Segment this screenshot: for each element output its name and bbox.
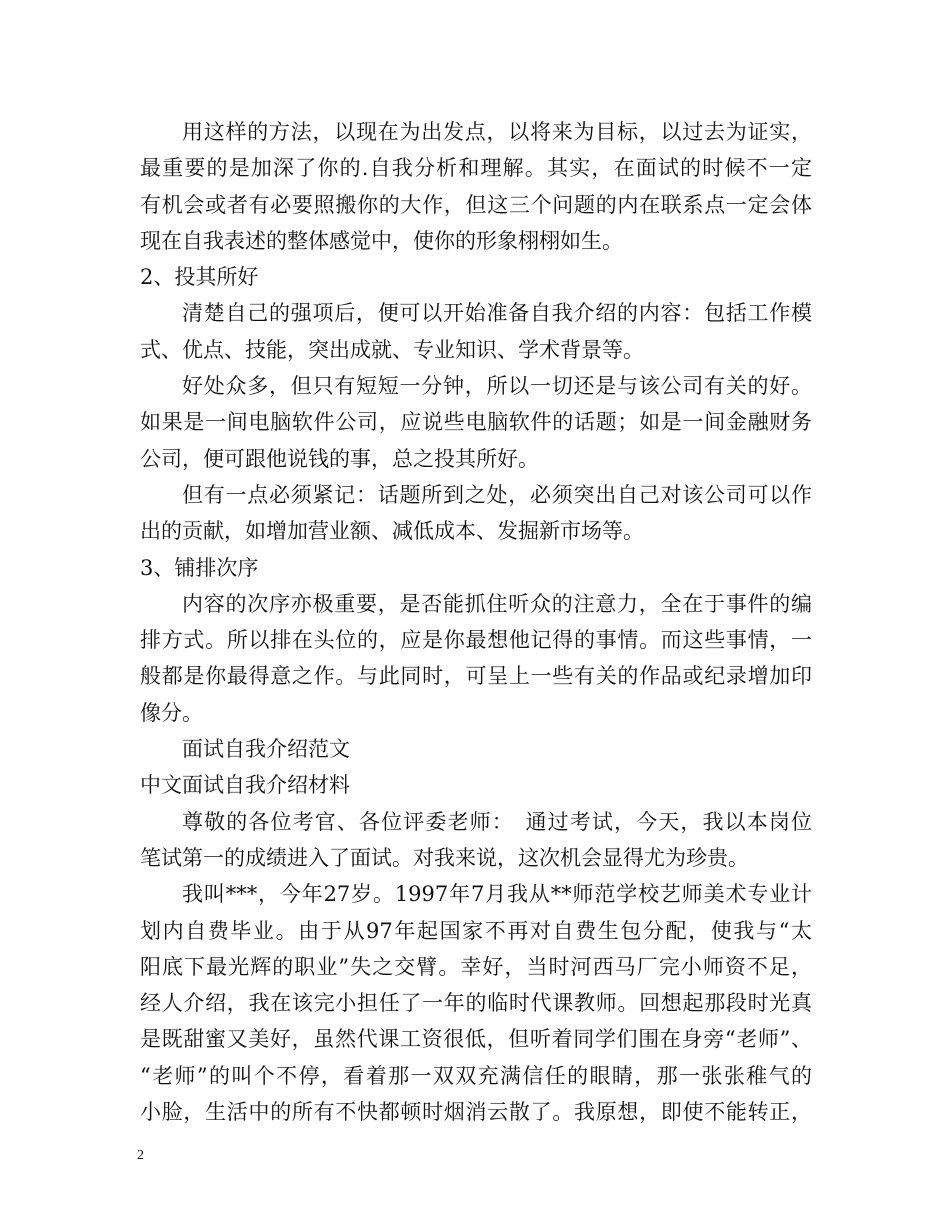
paragraph-line: 尊敬的各位考官、各位评委老师： 通过考试，今天，我以本岗位: [182, 809, 812, 834]
paragraph-line: 出的贡献，如增加营业额、减低成本、发掘新市场等。: [140, 519, 644, 544]
document-heading: 中文面试自我介绍材料: [140, 773, 350, 798]
paragraph-line: 但有一点必须紧记：话题所到之处，必须突出自己对该公司可以作: [182, 482, 812, 507]
paragraph-line: 内容的次序亦极重要，是否能抓住听众的注意力，全在于事件的编: [182, 591, 812, 616]
paragraph-line: 清楚自己的强项后，便可以开始准备自我介绍的内容：包括工作模: [182, 301, 812, 326]
paragraph-line: 排方式。所以排在头位的，应是你最想他记得的事情。而这些事情，一: [140, 628, 812, 653]
paragraph-line: 划内自费毕业。由于从97年起国家不再对自费生包分配，使我与“太: [140, 918, 812, 943]
paragraph-line: 像分。: [140, 700, 203, 725]
paragraph-line: 有机会或者有必要照搬你的大作，但这三个问题的内在联系点一定会体: [140, 192, 812, 217]
paragraph-line: 般都是你最得意之作。与此同时，可呈上一些有关的作品或纪录增加印: [140, 664, 812, 689]
paragraph-line: 小脸，生活中的所有不快都顿时烟消云散了。我原想，即使不能转正，: [140, 1100, 812, 1125]
paragraph-line: 式、优点、技能，突出成就、专业知识、学术背景等。: [140, 337, 644, 362]
document-body: [140, 114, 812, 1130]
paragraph-line: 阳底下最光辉的职业”失之交臂。幸好，当时河西马厂完小师资不足，: [140, 954, 812, 979]
paragraph-line: 经人介绍，我在该完小担任了一年的临时代课教师。回想起那段时光真: [140, 991, 812, 1016]
paragraph-line: 最重要的是加深了你的.自我分析和理解。其实，在面试的时候不一定: [140, 156, 812, 181]
paragraph-line: 用这样的方法，以现在为出发点，以将来为目标，以过去为证实，: [182, 120, 812, 144]
page-number: 2: [137, 1148, 144, 1163]
paragraph-line: 如果是一间电脑软件公司，应说些电脑软件的话题；如是一间金融财务: [140, 410, 812, 435]
paragraph-line: 我叫***，今年27岁。1997年7月我从**师范学校艺师美术专业计: [182, 882, 812, 907]
paragraph-line: 好处众多，但只有短短一分钟，所以一切还是与该公司有关的好。: [182, 374, 812, 399]
section-heading: 2、投其所好: [140, 265, 259, 290]
paragraph-line: “老师”的叫个不停，看着那一双双充满信任的眼睛，那一张张稚气的: [140, 1063, 812, 1088]
paragraph-line: 是既甜蜜又美好，虽然代课工资很低，但听着同学们围在身旁“老师”、: [140, 1027, 812, 1052]
paragraph-line: 现在自我表述的整体感觉中，使你的形象栩栩如生。: [140, 228, 623, 253]
paragraph-line: 公司，便可跟他说钱的事，总之投其所好。: [140, 446, 539, 471]
document-subtitle: 面试自我介绍范文: [182, 737, 350, 762]
paragraph-line: 笔试第一的成绩进入了面试。对我来说，这次机会显得尤为珍贵。: [140, 845, 749, 870]
section-heading: 3、铺排次序: [140, 555, 259, 580]
